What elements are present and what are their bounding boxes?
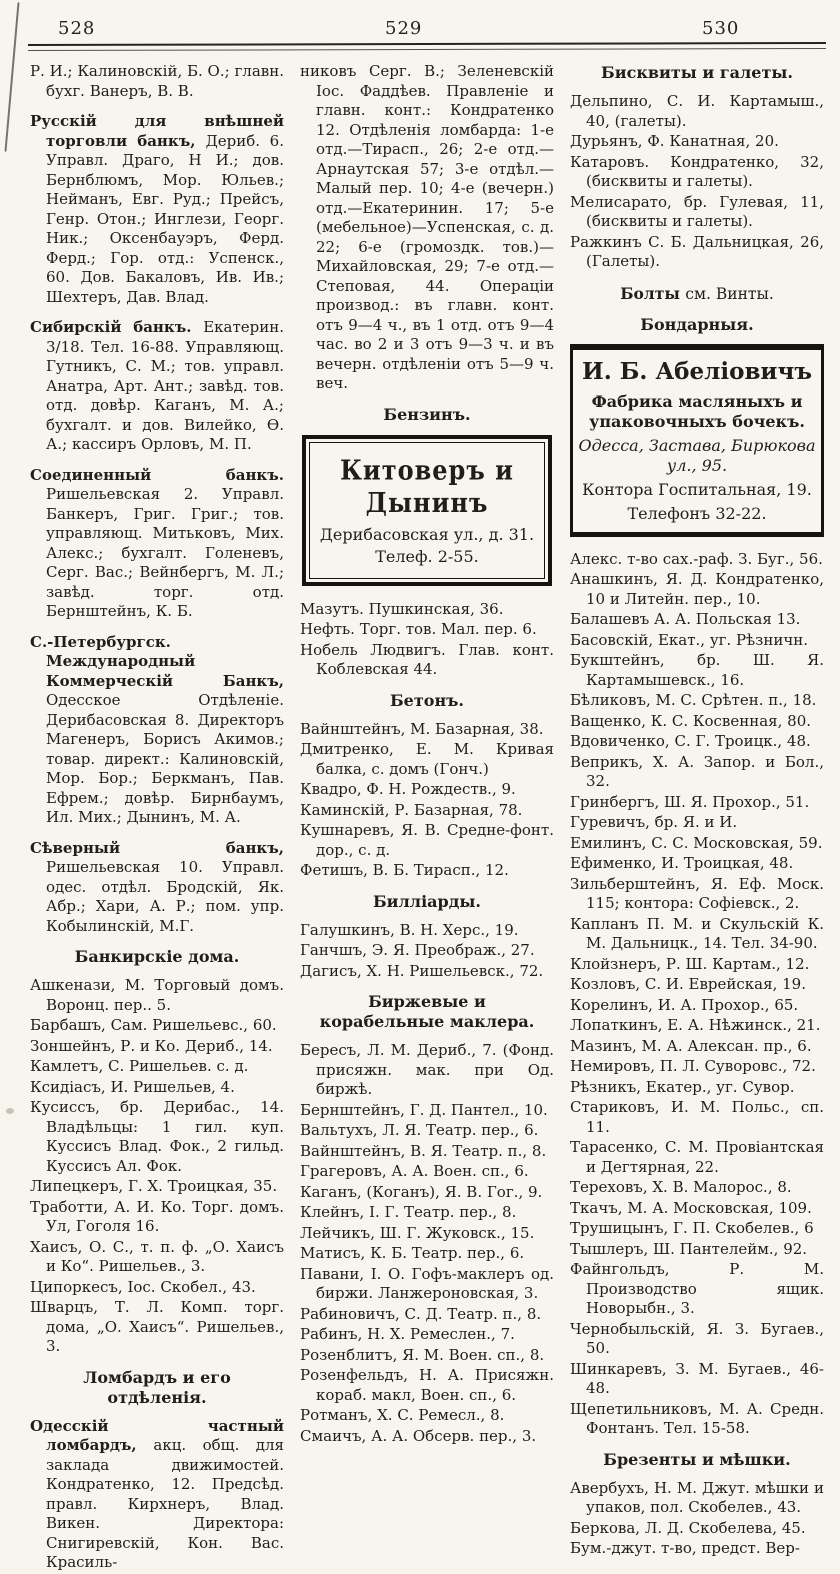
header-rule <box>28 42 826 51</box>
directory-entry: Мазутъ. Пушкинская, 36. <box>300 599 504 618</box>
directory-entry: Веприкъ, Х. А. Запор. и Бол., 32. <box>570 752 824 790</box>
directory-entry: Липецкеръ, Г. Х. Троицкая, 35. <box>30 1177 278 1195</box>
directory-entry: Шварцъ, Т. Л. Комп. торг. дома, „О. Хаисъ“. Ришельев., 3. <box>30 1298 284 1355</box>
directory-entry: Алекс. т-во сах.-раф. З. Буг., 56. <box>570 549 823 568</box>
directory-entry: Тереховъ, Х. В. Малорос., 8. <box>570 1178 792 1196</box>
section-heading: Биржевые и корабельные маклера. <box>319 992 535 1031</box>
entry-lead: Соединенный банкъ. <box>30 465 284 484</box>
directory-entry: Бѣликовъ, М. С. Срѣтен. п., 18. <box>570 691 817 709</box>
directory-entry: Нефть. Торг. тов. Мал. пер. 6. <box>300 620 537 638</box>
directory-entry: Ксидіасъ, И. Ришельев, 4. <box>30 1077 235 1096</box>
directory-entry: Розенфельдъ, Н. А. Присяжн. кораб. макл, Воен. сп., 6. <box>300 1366 554 1404</box>
advertisement-abeliovich <box>570 344 824 537</box>
directory-entry: Галушкинъ, В. Н. Херс., 19. <box>300 920 519 939</box>
directory-entry: Дурьянъ, Ф. Канатная, 20. <box>570 132 779 150</box>
directory-entry: Фетишъ, В. Б. Тирасп., 12. <box>300 861 509 879</box>
directory-entry: Катаровъ. Кондратенко, 32, (бисквиты и галеты). <box>570 152 824 190</box>
directory-entry: Лейчикъ, Ш. Г. Жуковск., 15. <box>300 1223 535 1242</box>
directory-entry: Дмитренко, Е. М. Кривая балка, с. домъ (Гонч.) <box>300 740 554 778</box>
section-heading: Бензинъ. <box>383 404 471 424</box>
directory-entry: Стариковъ, И. М. Польс., сп. 11. <box>570 1098 824 1136</box>
directory-entry: Ципоркесъ, Іос. Скобел., 43. <box>30 1277 256 1296</box>
column-2 <box>300 62 554 1574</box>
directory-entry: Гуревичъ, бр. Я. и И. <box>570 813 738 831</box>
directory-entry: Ашкенази, М. Торговый домъ. Воронц. пер.. 5. <box>30 976 284 1014</box>
directory-entry: Барбашъ, Сам. Ришельевс., 60. <box>30 1016 277 1034</box>
directory-entry: Квадро, Ф. Н. Рождеств., 9. <box>300 780 516 798</box>
directory-entry: Сибирскій банкъ. Екатерин. 3/18. Тел. 16-88. Управляющ. Гутникъ, С. М.; тов. управл. Анатра, Арт. Ант.; завѣд. тов. отд. довѣр. Каганъ, М. А.; бухгалт. и дов. Вилейко, Ѳ. А.; кассиръ Орловъ, М. П. <box>30 318 284 453</box>
directory-entry: Тышлеръ, Ш. Пантелейм., 92. <box>570 1239 808 1258</box>
directory-entry: Ткачъ, М. А. Московская, 109. <box>570 1198 812 1217</box>
directory-entry: Бернштейнъ, Г. Д. Пантел., 10. <box>300 1100 548 1119</box>
directory-entry: Тработти, А. И. Ко. Торг. домъ. Ул, Гоголя 16. <box>30 1197 284 1235</box>
directory-entry: Одесскій частный ломбардъ, акц. общ. для заклада движимостей. Кондратенко, 12. Предсѣд. правл. Кирхнеръ, Влад. Викен. Директора: Снигиревскій, Кон. Вас. Красиль- <box>30 1416 284 1571</box>
text-columns <box>30 62 824 1574</box>
directory-entry: Щепетильниковъ, М. А. Средн. Фонтанъ. Тел. 15-58. <box>570 1399 824 1437</box>
entry-lead: С.-Петербургск. Международный Коммерческій Банкъ, <box>30 632 284 690</box>
directory-entry: Зоншейнъ, Р. и Ко. Дериб., 14. <box>30 1036 273 1055</box>
directory-entry: Рабинъ, Н. Х. Ремеслен., 7. <box>300 1325 515 1343</box>
directory-entry: Ражкинъ С. Б. Дальницкая, 26, (Галеты). <box>570 232 824 270</box>
directory-entry: Каминскій, Р. Базарная, 78. <box>300 800 523 819</box>
directory-entry: Немировъ, П. Л. Суворовс., 72. <box>570 1057 816 1075</box>
directory-entry: Каганъ, (Коганъ), Я. В. Гог., 9. <box>300 1182 543 1201</box>
directory-entry: Кусиссъ, бр. Дерибас., 14. Владѣльцы: 1 гил. куп. Куссисъ Влад. Фок., 2 гильд. Куссисъ Ал. Фок. <box>30 1098 284 1175</box>
page-number-right: 530 <box>702 18 740 39</box>
directory-entry: Басовскій, Екат., уг. Рѣзничн. <box>570 630 809 649</box>
advertisement-title: И. Б. Абеліовичъ <box>582 357 812 385</box>
column-1 <box>30 62 284 1574</box>
section-heading: Бисквиты и галеты. <box>601 63 793 82</box>
entry-lead: Русскій для внѣшней торговли банкъ, <box>30 112 284 150</box>
cross-reference-note: Болты см. Винты. <box>620 283 774 303</box>
directory-entry: Мазинъ, М. А. Алексан. пр., 6. <box>570 1036 812 1055</box>
directory-entry: Капланъ П. М. и Скульскій К. М. Дальницк., 14. Тел. 34-90. <box>570 914 824 952</box>
directory-entry: Бересъ, Л. М. Дериб., 7. (Фонд. присяжн. мак. при Од. биржѣ. <box>300 1041 554 1098</box>
advertisement-office: Контора Госпитальная, 19. <box>582 479 812 499</box>
directory-entry: Матисъ, К. Б. Театр. пер., 6. <box>300 1244 525 1262</box>
directory-entry: Зильберштейнъ, Я. Еф. Моск. 115; контора: Софіевск., 2. <box>570 874 824 912</box>
advertisement-kitover-dynin <box>302 435 552 586</box>
directory-entry: Рѣзникъ, Екатер., уг. Сувор. <box>570 1077 795 1096</box>
directory-entry: Вальтухъ, Л. Я. Театр. пер., 6. <box>300 1121 539 1139</box>
directory-entry: Клейнъ, І. Г. Театр. пер., 8. <box>300 1203 517 1221</box>
directory-entry: Козловъ, С. И. Еврейская, 19. <box>570 975 806 993</box>
directory-entry: Авербухъ, Н. М. Джут. мѣшки и упаков, пол. Скобелев., 43. <box>570 1478 824 1516</box>
directory-entry: Р. И.; Калиновскій, Б. О.; главн. бухг. Ванеръ, В. В. <box>30 62 284 100</box>
section-heading: Бетонъ. <box>390 690 464 710</box>
directory-entry: Ганчшъ, Э. Я. Преображ., 27. <box>300 941 535 959</box>
directory-entry: Чернобыльскій, Я. З. Бугаев., 50. <box>570 1319 824 1357</box>
directory-entry: Нобель Людвигъ. Глав. конт. Коблевская 44. <box>300 640 554 678</box>
directory-entry: Кушнаревъ, Я. В. Средне-фонт. дор., с. д. <box>300 821 554 859</box>
directory-entry: Вайнштейнъ, М. Базарная, 38. <box>300 719 544 738</box>
directory-entry: Лопаткинъ, Е. А. Нѣжинск., 21. <box>570 1016 821 1034</box>
advertisement-address: Дерибасовская ул., д. 31. <box>319 524 535 544</box>
section-heading: Банкирскіе дома. <box>74 947 240 966</box>
directory-entry: Рабиновичъ, С. Д. Театр. п., 8. <box>300 1304 542 1323</box>
note-lead: Болты <box>620 283 686 303</box>
section-heading: Бондарныя. <box>640 314 754 334</box>
directory-entry: Балашевъ А. А. Польская 13. <box>570 610 801 628</box>
advertisement-subtitle: Фабрика масляныхъ и упаковочныхъ бочекъ. <box>589 391 805 431</box>
directory-entry: Мелисарато, бр. Гулевая, 11, (бисквиты и галеты). <box>570 192 824 230</box>
entry-lead: Сибирскій банкъ. <box>30 318 204 336</box>
directory-entry: Розенблитъ, Я. М. Воен. сп., 8. <box>300 1345 545 1364</box>
directory-entry: Дельпино, С. И. Картамыш., 40, (галеты). <box>570 92 824 130</box>
section-heading: Брезенты и мѣшки. <box>603 1449 791 1469</box>
directory-entry: Камлетъ, С. Ришельев. с. д. <box>30 1057 249 1075</box>
directory-entry: С.-Петербургск. Международный Коммерческій Банкъ, Одесское Отдѣленіе. Дерибасовская 8. Директоръ Магенеръ, Борисъ Акимов.; товар. директ.: Калиновскій, Мор. Бор.; Беркманъ, Пав. Ефрем.; довѣр. Бирнбаумъ, Ил. Мих.; Дынинъ, М. А. <box>30 632 284 826</box>
column-3 <box>570 62 824 1574</box>
section-heading: Ломбардъ и его отдѣленія. <box>83 1367 231 1407</box>
directory-entry: Клойзнеръ, Р. Ш. Картам., 12. <box>570 954 810 973</box>
advertisement-phone: Телефонъ 32-22. <box>627 503 767 523</box>
advertisement-title: Китоверъ и Дынинъ <box>340 453 514 518</box>
page-fold-mark <box>4 2 19 152</box>
directory-entry: Бум.-джут. т-во, предст. Вер- <box>570 1539 800 1557</box>
advertisement-phone: Телеф. 2-55. <box>375 546 479 566</box>
scan-smudge <box>6 1108 14 1114</box>
directory-entry: Хаисъ, О. С., т. п. ф. „О. Хаисъ и Ко“. Ришельев., 3. <box>30 1237 284 1275</box>
directory-entry: Сѣверный банкъ, Ришельевская 10. Управл. одес. отдѣл. Бродскій, Як. Абр.; Хари, А. Р.; пом. упр. Кобылинскій, М.Г. <box>30 838 284 935</box>
directory-entry: Гринбергъ, Ш. Я. Прохор., 51. <box>570 792 810 811</box>
directory-entry: Грагеровъ, А. А. Воен. сп., 6. <box>300 1162 529 1180</box>
directory-entry: Файнгольдъ, Р. М. Производство ящик. Новорыбн., 3. <box>570 1260 824 1317</box>
entry-lead: Одесскій частный ломбардъ, <box>30 1416 284 1454</box>
page-number-middle: 529 <box>385 18 423 39</box>
directory-entry: Павани, І. О. Гофъ-маклеръ од. биржи. Ланжероновская, 3. <box>300 1264 554 1302</box>
directory-entry: Соединенный банкъ. Ришельевская 2. Управл. Банкеръ, Григ. Григ.; тов. управляющ. Митьковъ, Мих. Алекс.; бухгалт. Голеневъ, Серг. Вас.; Вейнбергъ, М. Л.; завѣд. торг. отд. Бернштейнъ, К. Б. <box>30 465 284 620</box>
directory-entry: Русскій для внѣшней торговли банкъ, Дериб. 6. Управл. Драго, Н И.; дов. Бернблюмъ, Мор. Юльев.; Нейманъ, Евг. Руд.; Прейсъ, Генр. Отон.; Инглези, Георг. Ник.; Оксенбауэръ, Ферд. Ферд.; Гор. отд.: Успенск., 60. Дов. Бакаловъ, Ив. Ив.; Шехтеръ, Дав. Влад. <box>30 112 284 306</box>
directory-entry: Трушицынъ, Г. П. Скобелев., 6 <box>570 1219 814 1237</box>
directory-entry: Емилинъ, С. С. Московская, 59. <box>570 833 823 852</box>
directory-entry: Анашкинъ, Я. Д. Кондратенко, 10 и Литейн. пер., 10. <box>570 570 824 608</box>
directory-entry: Вдовиченко, С. Г. Троицк., 48. <box>570 732 811 750</box>
advertisement-address: Одесса, Застава, Бирюкова ул., 95. <box>578 435 816 475</box>
advertisement-inner-frame <box>309 442 545 579</box>
directory-entry: Беркова, Л. Д. Скобелева, 45. <box>570 1518 806 1537</box>
page-number-left: 528 <box>58 18 96 39</box>
directory-entry: Вайнштейнъ, В. Я. Театр. п., 8. <box>300 1141 547 1160</box>
entry-lead: Сѣверный банкъ, <box>30 838 284 857</box>
directory-entry: Шинкаревъ, З. М. Бугаев., 46-48. <box>570 1359 824 1397</box>
directory-entry: Букштейнъ, бр. Ш. Я. Картамышевск., 16. <box>570 651 824 689</box>
directory-entry: Ефименко, И. Троицкая, 48. <box>570 854 794 872</box>
directory-entry: Ротманъ, Х. С. Ремесл., 8. <box>300 1406 505 1424</box>
directory-entry: Дагисъ, Х. Н. Ришельевск., 72. <box>300 961 544 980</box>
directory-entry: Смаичъ, А. А. Обсерв. пер., 3. <box>300 1426 537 1445</box>
directory-entry: Корелинъ, И. А. Прохор., 65. <box>570 995 799 1014</box>
directory-entry: никовъ Серг. В.; Зеленевскій Іос. Фаддѣев. Правленіе и главн. конт.: Кондратенко 12. Отдѣленія ломбарда: 1-е отд.—Тирасп., 26; 2-е отд.—Арнаутская 57; 3-е отдѣл.—Малый пер. 10; 4-е (вечерн.) отд.—Екатеринин. 17; 5-е (мебельное)—Успенская, с. д. 22; 6-е (громоздк. тов.)—Михайловская, 29; 7-е отд.—Степовая, 44. Операціи производ.: въ главн. конт. отъ 9—4 ч., въ 1 отд. отъ 9—4 час. во 2 и 3 отъ 9—3 ч. и въ вечерн. отдѣленіи отъ 5—9 ч. веч. <box>300 62 554 392</box>
section-heading: Билліарды. <box>372 891 481 911</box>
directory-entry: Тарасенко, С. М. Провіантская и Дегтярная, 22. <box>570 1138 824 1176</box>
directory-entry: Ващенко, К. С. Косвенная, 80. <box>570 711 812 730</box>
